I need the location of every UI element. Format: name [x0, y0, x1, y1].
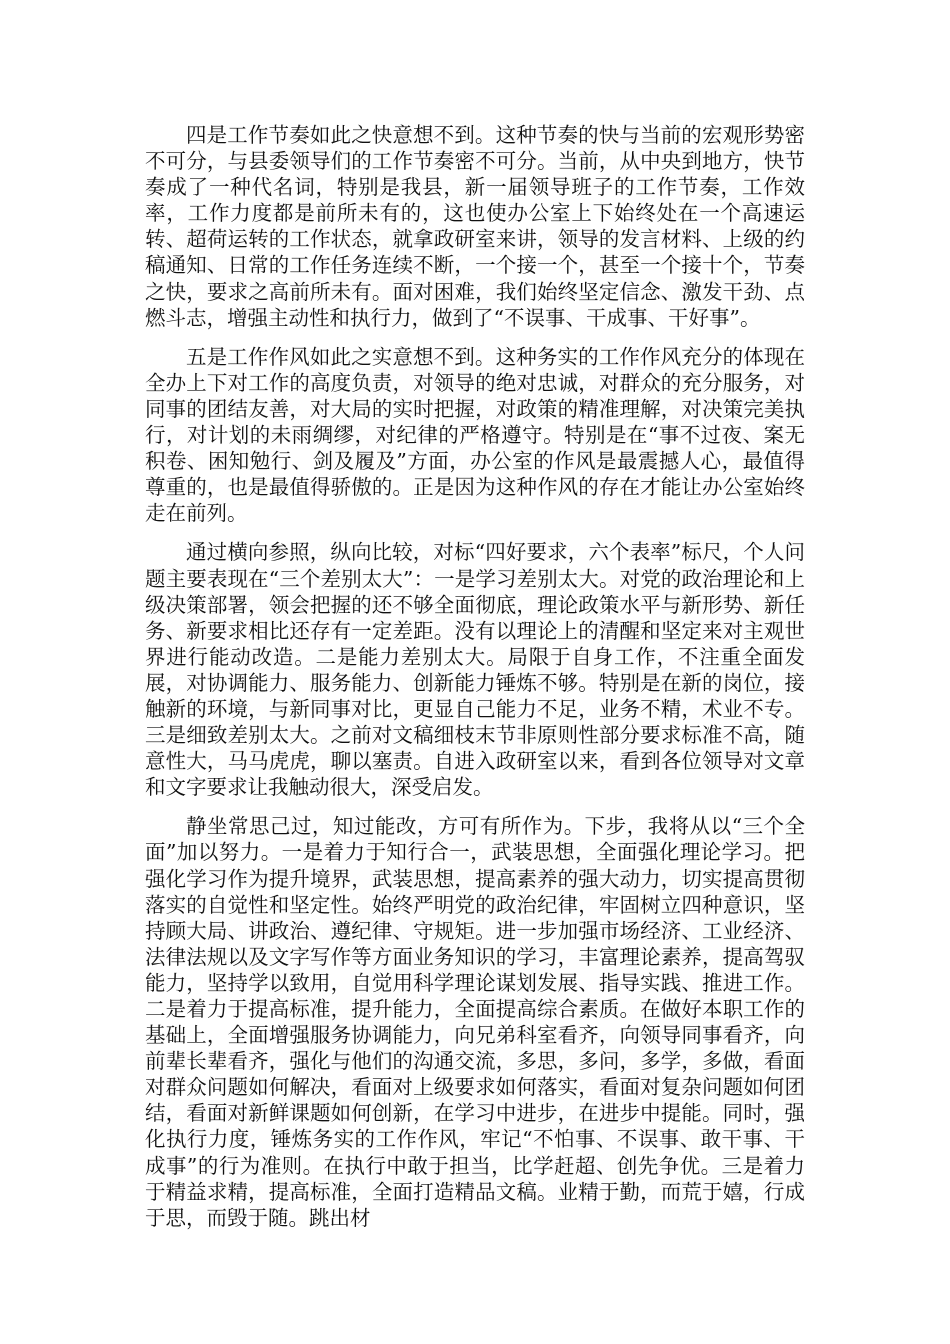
paragraph-improvement-plan: 静坐常思己过，知过能改，方可有所作为。下步，我将从以“三个全面”加以努力。一是着力于知行合一，武装思想，全面强化理论学习。把强化学习作为提升境界，武装思想，提高素养的强大动力，切实提高贯彻落实的自觉性和坚定性。始终严明党的政治纪律，牢固树立四种意识，坚持顾大局、讲政治、遵纪律、守规矩。进一步加强市场经济、工业经济、法律法规以及文字写作等方面业务知识的学习，丰富理论素养，提高驾驭能力，坚持学以致用，自觉用科学理论谋划发展、指导实践、推进工作。二是着力于提高标准，提升能力，全面提高综合素质。在做好本职工作的基础上，全面增强服务协调能力，向兄弟科室看齐，向领导同事看齐，向前辈长辈看齐，强化与他们的沟通交流，多思，多问，多学，多做，看面对群众问题如何解决，看面对上级要求如何落实，看面对复杂问题如何团结，看面对新鲜课题如何创新，在学习中进步，在进步中提能。同时，强化执行力度，锤炼务实的工作作风，牢记“不怕事、不误事、敢干事、干成事”的行为准则。在执行中敢于担当，比学赶超、创先争优。三是着力于精益求精，提高标准，全面打造精品文稿。业精于勤，而荒于嬉，行成于思，而毁于随。跳出材	[145, 814, 805, 1230]
paragraph-work-pace: 四是工作节奏如此之快意想不到。这种节奏的快与当前的宏观形势密不可分，与县委领导们的工作节奏密不可分。当前，从中央到地方，快节奏成了一种代名词，特别是我县，新一届领导班子的工作节奏，工作效率，工作力度都是前所未有的，这也使办公室上下始终处在一个高速运转、超荷运转的工作状态，就拿政研室来讲，领导的发言材料、上级的约稿通知、日常的工作任务连续不断，一个接一个，甚至一个接十个，节奏之快，要求之高前所未有。面对困难，我们始终坚定信念、激发干劲、点燃斗志，增强主动性和执行力，做到了“不误事、干成事、干好事”。	[145, 123, 805, 330]
paragraph-personal-problems: 通过横向参照，纵向比较，对标“四好要求，六个表率”标尺，个人问题主要表现在“三个差别太大”：一是学习差别太大。对党的政治理论和上级决策部署，领会把握的还不够全面彻底，理论政策水平与新形势、新任务、新要求相比还存有一定差距。没有以理论上的清醒和坚定来对主观世界进行能动改造。二是能力差别太大。局限于自身工作，不注重全面发展，对协调能力、服务能力、创新能力锤炼不够。特别是在新的岗位，接触新的环境，与新同事对比，更显自己能力不足，业务不精，术业不专。三是细致差别太大。之前对文稿细枝末节非原则性部分要求标准不高，随意性大，马马虎虎，聊以塞责。自进入政研室以来，看到各位领导对文章和文字要求让我触动很大，深受启发。	[145, 540, 805, 800]
paragraph-work-style: 五是工作作风如此之实意想不到。这种务实的工作作风充分的体现在全办上下对工作的高度负责，对领导的绝对忠诚，对群众的充分服务，对同事的团结友善，对大局的实时把握，对政策的精准理解，对决策完美执行，对计划的未雨绸缪，对纪律的严格遵守。特别是在“事不过夜、案无积卷、困知勉行、剑及履及”方面，办公室的作风是最震撼人心，最值得尊重的，也是最值得骄傲的。正是因为这种作风的存在才能让办公室始终走在前列。	[145, 344, 805, 526]
document-body	[145, 122, 805, 1244]
